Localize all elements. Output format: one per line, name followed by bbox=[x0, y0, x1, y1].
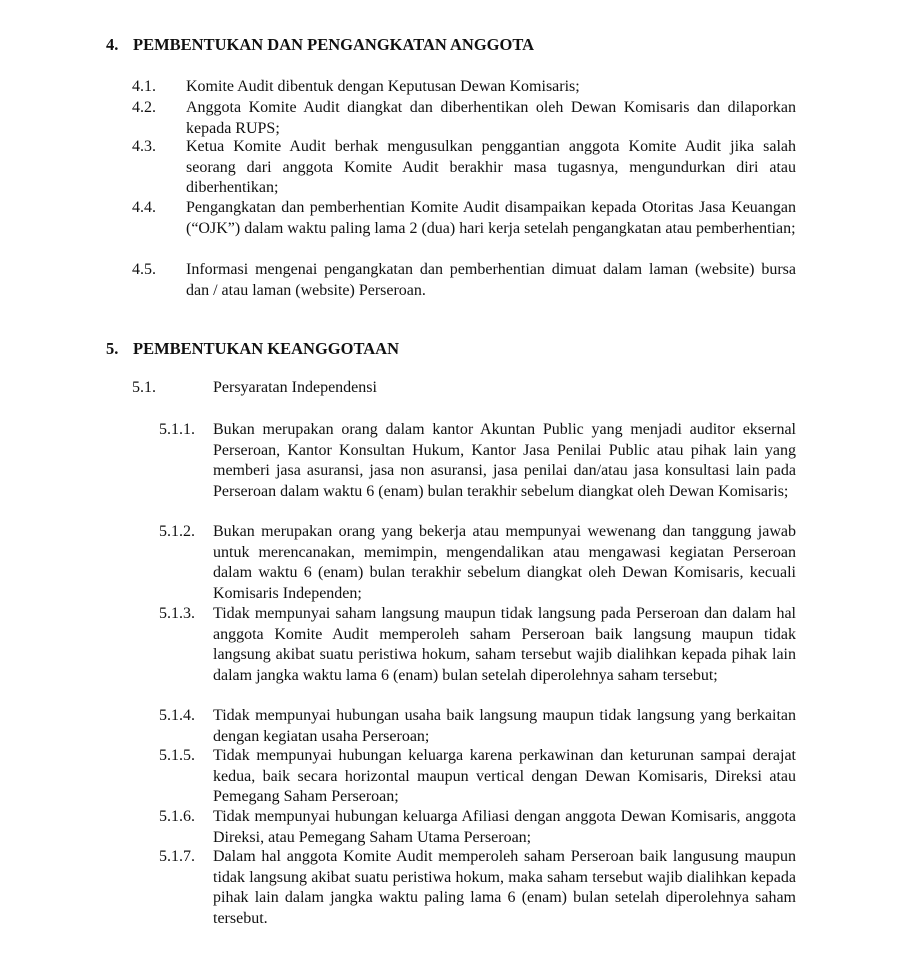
item-number: 5.1.3. bbox=[159, 605, 195, 622]
item-number: 5.1.2. bbox=[159, 523, 195, 540]
item-number: 4.1. bbox=[132, 78, 156, 95]
item-number: 4.2. bbox=[132, 99, 156, 116]
item-text: Komite Audit dibentuk dengan Keputusan Dewan Komisaris; bbox=[186, 78, 580, 95]
item-number: 5.1.6. bbox=[159, 808, 195, 825]
section-5-heading bbox=[106, 339, 399, 359]
item-number: 5.1.1. bbox=[159, 421, 195, 438]
item-number: 5.1. bbox=[132, 379, 156, 396]
section-title: PEMBENTUKAN KEANGGOTAAN bbox=[133, 339, 399, 358]
item-text: Tidak mempunyai saham langsung maupun tidak langsung pada Perseroan dan dalam hal anggota Komite Audit memperoleh saham Perseroan baik langsung maupun tidak langsung akibat suatu peristiwa hokum, saham tersebut wajib dialihkan kepada pihak lain dalam jangka waktu lama 6 (enam) bulan setelah diperolehnya saham tersebut; bbox=[213, 605, 796, 685]
item-text: Tidak mempunyai hubungan usaha baik langsung maupun tidak langsung yang berkaitan dengan kegiatan usaha Perseroan; bbox=[213, 707, 796, 745]
item-number: 4.3. bbox=[132, 138, 156, 155]
item-number: 5.1.4. bbox=[159, 707, 195, 724]
item-number: 4.5. bbox=[132, 261, 156, 278]
item-text: Ketua Komite Audit berhak mengusulkan penggantian anggota Komite Audit jika salah seorang dari anggota Komite Audit berakhir masa tugasnya, mengundurkan diri atau diberhentikan; bbox=[186, 138, 796, 197]
item-text: Anggota Komite Audit diangkat dan diberhentikan oleh Dewan Komisaris dan dilaporkan kepada RUPS; bbox=[186, 99, 796, 137]
item-number: 5.1.7. bbox=[159, 848, 195, 865]
item-text: Pengangkatan dan pemberhentian Komite Audit disampaikan kepada Otoritas Jasa Keuangan (“OJK”) dalam waktu paling lama 2 (dua) hari kerja setelah pengangkatan atau pemberhentian; bbox=[186, 199, 796, 237]
section-4-heading bbox=[106, 35, 534, 55]
item-number: 4.4. bbox=[132, 199, 156, 216]
item-number: 5.1.5. bbox=[159, 747, 195, 764]
item-text: Bukan merupakan orang yang bekerja atau mempunyai wewenang dan tanggung jawab untuk merencanakan, memimpin, mengendalikan atau mengawasi kegiatan Perseroan dalam waktu 6 (enam) bulan terakhir sebelum diangkat oleh Dewan Komisaris, kecuali Komisaris Independen; bbox=[213, 523, 796, 603]
item-text: Tidak mempunyai hubungan keluarga karena perkawinan dan keturunan sampai derajat kedua, baik secara horizontal maupun vertical dengan Dewan Komisaris, Direksi atau Pemegang Saham Perseroan; bbox=[213, 747, 796, 806]
section-number: 5. bbox=[106, 339, 119, 358]
subsection-title: Persyaratan Independensi bbox=[213, 379, 377, 396]
item-text: Tidak mempunyai hubungan keluarga Afiliasi dengan anggota Dewan Komisaris, anggota Direksi, atau Pemegang Saham Utama Perseroan; bbox=[213, 808, 796, 846]
section-number: 4. bbox=[106, 35, 119, 54]
item-text: Informasi mengenai pengangkatan dan pemberhentian dimuat dalam laman (website) bursa dan / atau laman (website) Perseroan. bbox=[186, 261, 796, 299]
item-text: Bukan merupakan orang dalam kantor Akuntan Public yang menjadi auditor eksernal Perseroan, Kantor Konsultan Hukum, Kantor Jasa Penilai Public atau pihak lain yang memberi jasa asuransi, jasa non asuransi, jasa penilai dan/atau jasa konsultasi lain pada Perseroan dalam waktu 6 (enam) bulan terakhir sebelum diangkat oleh Dewan Komisaris; bbox=[213, 421, 796, 501]
item-text: Dalam hal anggota Komite Audit memperoleh saham Perseroan baik langusung maupun tidak langsung akibat suatu peristiwa hokum, maka saham tersebut wajib dialihkan kepada pihak lain dalam jangka waktu paling lama 6 (enam) bulan setelah diperolehnya saham tersebut. bbox=[213, 848, 796, 928]
section-title: PEMBENTUKAN DAN PENGANGKATAN ANGGOTA bbox=[133, 35, 535, 54]
